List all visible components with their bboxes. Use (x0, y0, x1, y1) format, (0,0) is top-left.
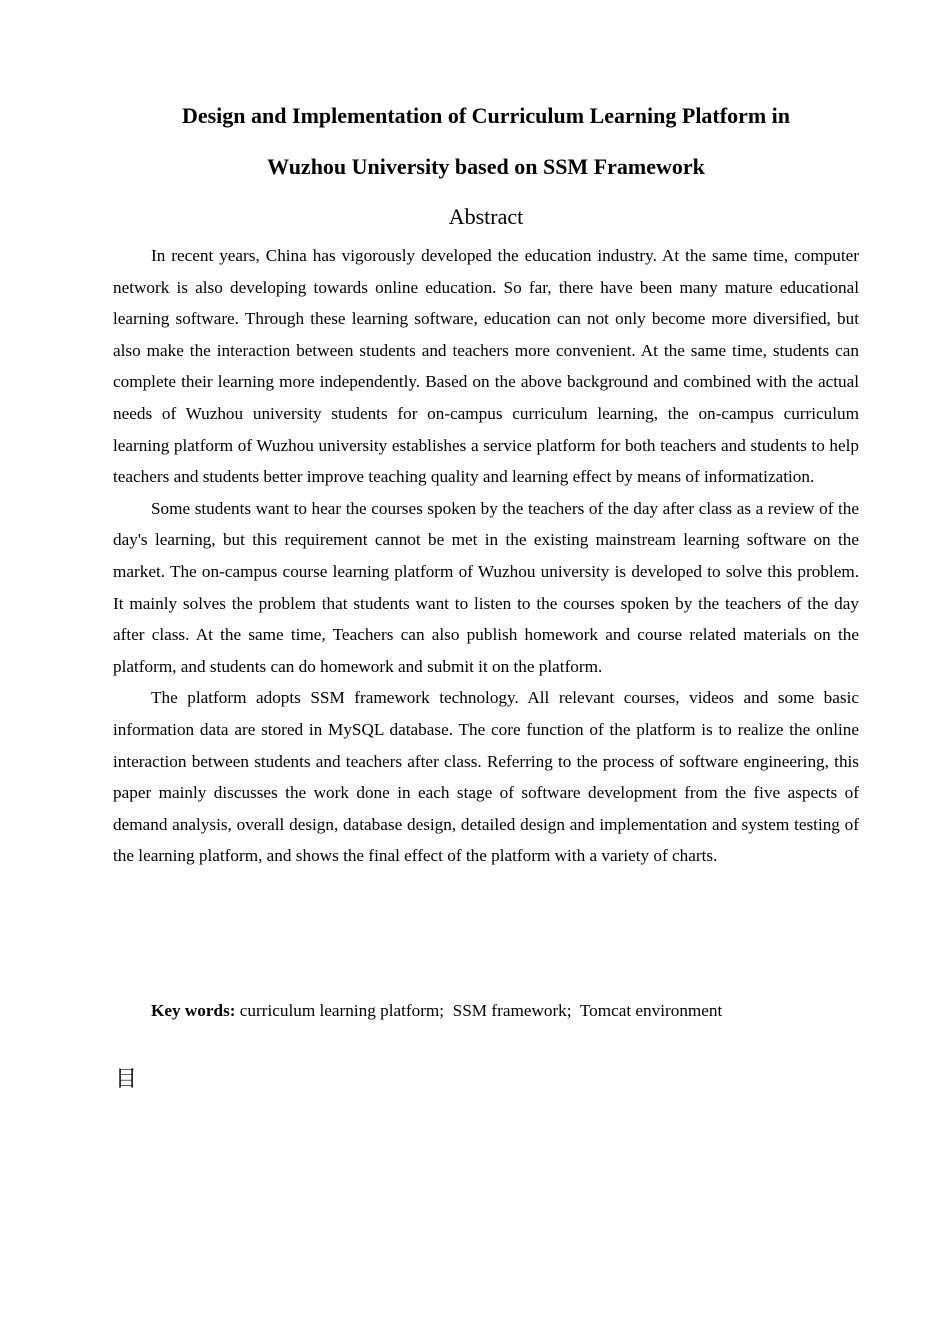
paper-title-line-2: Wuzhou University based on SSM Framework (267, 154, 705, 179)
keywords-line (151, 995, 859, 1027)
abstract-paragraph-3: The platform adopts SSM framework technology. All relevant courses, videos and some basic information data are stored in MySQL database. The core function of the platform is to realize the online interaction between students and teachers after class. Referring to the process of software engineering, this paper mainly discusses the work done in each stage of software development from the five aspects of demand analysis, overall design, database design, detailed design and implementation and system testing of the learning platform, and shows the final effect of the platform with a variety of charts. (113, 688, 859, 866)
keyword-item-3: Tomcat environment (579, 1001, 723, 1020)
paper-title-line-1: Design and Implementation of Curriculum Learning Platform in (181, 103, 791, 128)
abstract-body (113, 240, 859, 872)
keyword-item-2: SSM framework; (452, 1001, 572, 1020)
keyword-item-1: curriculum learning platform; (239, 1001, 445, 1020)
keywords-label: Key words: (151, 1001, 236, 1020)
abstract-heading: Abstract (448, 204, 524, 229)
abstract-paragraph-1: In recent years, China has vigorously developed the education industry. At the same time, computer network is also developing towards online education. So far, there have been many mature educational learning software. Through these learning software, education can not only become more diversified, but also make the interaction between students and teachers more convenient. At the same time, students can complete their learning more independently. Based on the above background and combined with the actual needs of Wuzhou university students for on-campus curriculum learning, the on-campus curriculum learning platform of Wuzhou university establishes a service platform for both teachers and students to help teachers and students better improve teaching quality and learning effect by means of informatization. (113, 246, 859, 487)
abstract-paragraph-2: Some students want to hear the courses spoken by the teachers of the day after class as a review of the day's learning, but this requirement cannot be met in the existing mainstream learning software on the market. The on-campus course learning platform of Wuzhou university is developed to solve this problem. It mainly solves the problem that students want to listen to the courses spoken by the teachers of the day after class. At the same time, Teachers can also publish homework and course related materials on the platform, and students can do homework and submit it on the platform. (113, 498, 859, 676)
table-of-contents-heading-fragment: 目 (115, 1067, 138, 1092)
